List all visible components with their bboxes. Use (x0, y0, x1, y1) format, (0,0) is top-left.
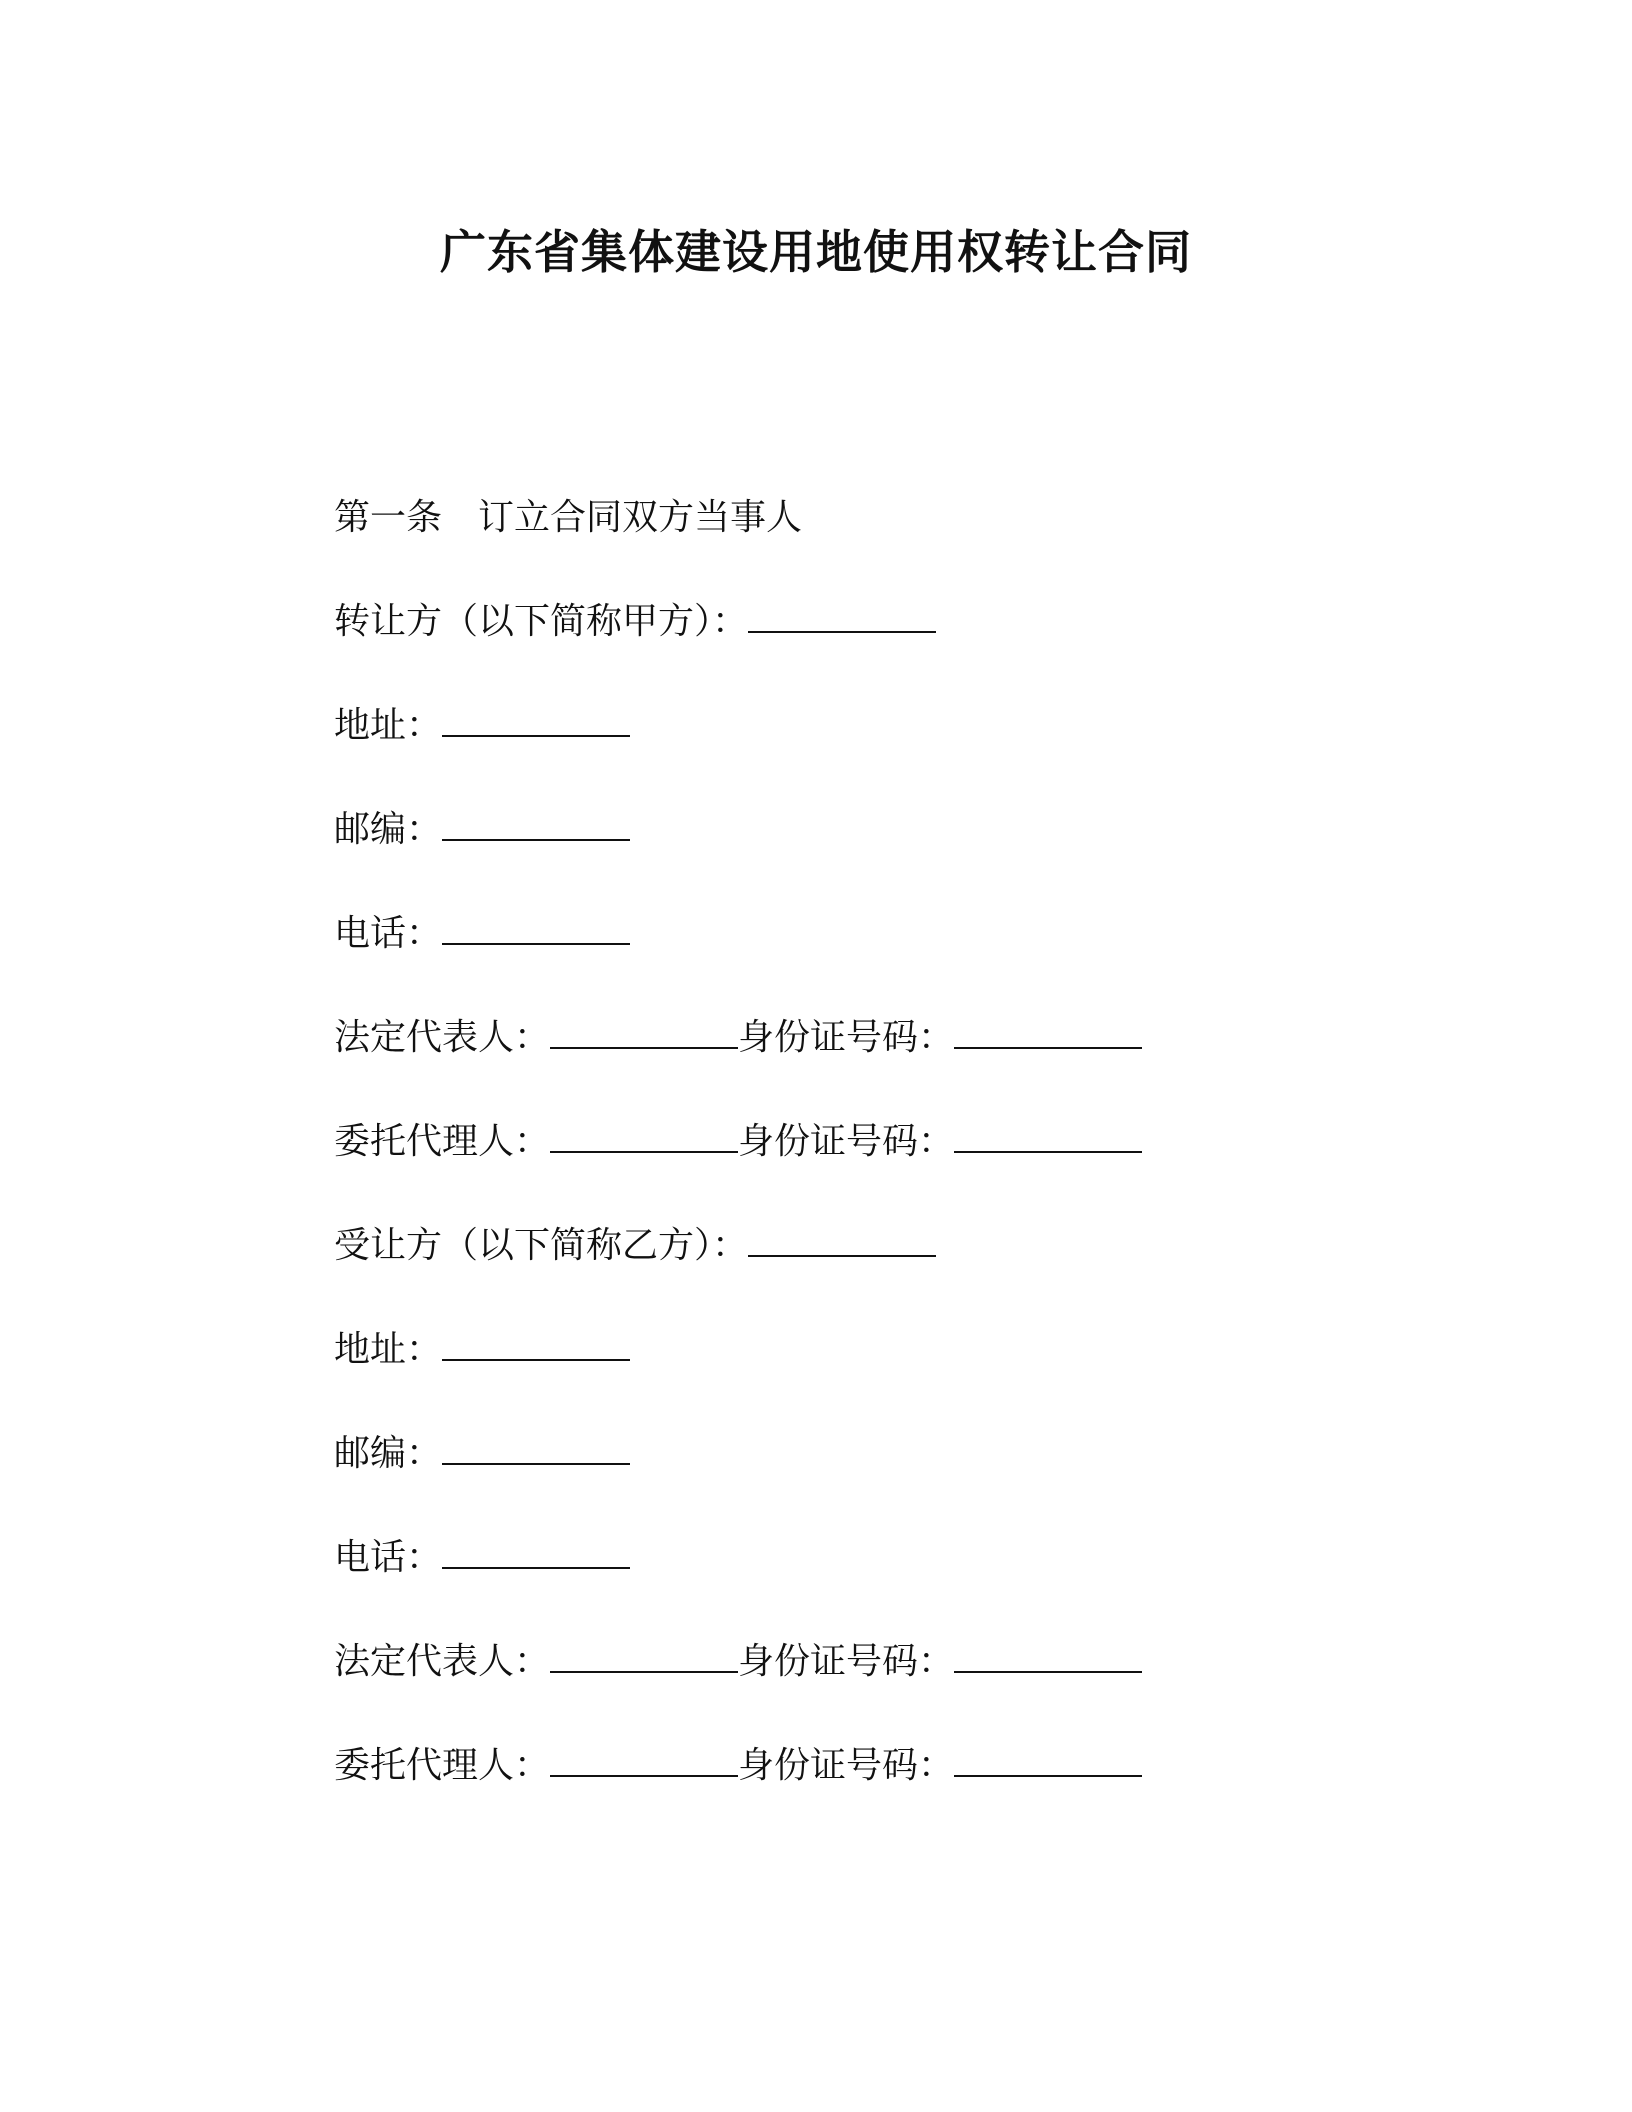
party-b-postcode-line (334, 1426, 1334, 1530)
party-b-agent-id-label: 身份证号码： (738, 1745, 955, 1786)
party-b-phone-label: 电话： (334, 1537, 443, 1578)
party-a-address-blank (442, 705, 630, 737)
party-b-address-line (334, 1322, 1334, 1426)
party-a-agent-blank (550, 1121, 738, 1153)
party-b-agent-id-blank (954, 1745, 1142, 1777)
party-b-legal-rep-id-blank (954, 1641, 1142, 1673)
party-a-address-label: 地址： (334, 705, 443, 746)
party-a-agent-id-blank (954, 1121, 1142, 1153)
party-a-name-line (334, 594, 1334, 698)
document-title: 广东省集体建设用地使用权转让合同 (440, 225, 1192, 279)
party-b-postcode-blank (442, 1433, 630, 1465)
party-a-address-line (334, 698, 1334, 802)
party-b-name-line (334, 1218, 1334, 1322)
party-b-agent-label: 委托代理人： (334, 1745, 551, 1786)
party-a-phone-blank (442, 913, 630, 945)
party-b-legal-rep-line (334, 1634, 1334, 1738)
party-b-legal-rep-id-label: 身份证号码： (738, 1641, 955, 1682)
article-heading-line (334, 490, 1334, 594)
party-a-legal-rep-id-label: 身份证号码： (738, 1017, 955, 1058)
party-a-postcode-line (334, 802, 1334, 906)
party-b-postcode-label: 邮编： (334, 1433, 443, 1474)
party-a-legal-rep-blank (550, 1017, 738, 1049)
party-a-postcode-label: 邮编： (334, 809, 443, 850)
party-a-agent-label: 委托代理人： (334, 1121, 551, 1162)
party-b-address-label: 地址： (334, 1329, 443, 1370)
party-b-address-blank (442, 1329, 630, 1361)
party-a-name-blank (748, 601, 936, 633)
party-a-legal-rep-id-blank (954, 1017, 1142, 1049)
party-a-agent-line (334, 1114, 1334, 1218)
article-heading: 订立合同双方当事人 (478, 497, 803, 538)
party-a-name-label: 转让方（以下简称甲方）： (334, 601, 749, 642)
party-a-legal-rep-label: 法定代表人： (334, 1017, 551, 1058)
party-a-postcode-blank (442, 809, 630, 841)
party-a-phone-label: 电话： (334, 913, 443, 954)
article-number: 第一条 (334, 497, 443, 538)
party-b-legal-rep-label: 法定代表人： (334, 1641, 551, 1682)
party-b-agent-blank (550, 1745, 738, 1777)
party-b-agent-line (334, 1738, 1334, 1842)
party-b-name-label: 受让方（以下简称乙方）： (334, 1225, 749, 1266)
party-a-phone-line (334, 906, 1334, 1010)
party-a-agent-id-label: 身份证号码： (738, 1121, 955, 1162)
party-a-legal-rep-line (334, 1010, 1334, 1114)
party-b-phone-line (334, 1530, 1334, 1634)
party-b-name-blank (748, 1225, 936, 1257)
article-1-section (334, 490, 1334, 1842)
party-b-phone-blank (442, 1537, 630, 1569)
party-b-legal-rep-blank (550, 1641, 738, 1673)
